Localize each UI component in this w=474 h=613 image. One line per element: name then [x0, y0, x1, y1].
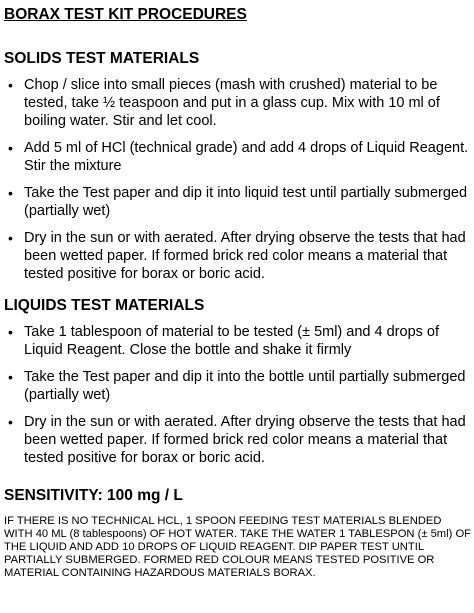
sensitivity-heading: SENSITIVITY: 100 mg / L: [4, 487, 183, 504]
note-paragraph: IF THERE IS NO TECHNICAL HCL, 1 SPOON FEEDING TEST MATERIALS BLENDED WITH 40 ML (8 tablespoons) OF HOT WATER. TAKE THE WATER 1 TABLESPON (± 5ml) OF THE LIQUID AND ADD 10 DROPS OF LIQUID REAGENT. DIP PAPER TEST UNTIL PARTIALLY SUBMERGED. FORMED RED COLOUR MEANS TESTED POSITIVE OR MATERIAL CONTAINING HAZARDOUS MATERIALS BORAX.: [4, 515, 471, 579]
liquids-item-3: [0, 413, 470, 467]
liquids-item-1: [0, 323, 470, 359]
bullet-icon: •: [8, 230, 13, 246]
solids-item-text: Take the Test paper and dip it into liquid test until partially submerged (partially wet): [24, 185, 468, 219]
solids-item-4: [0, 229, 470, 283]
liquids-item-text: Take 1 tablespoon of material to be tested (± 5ml) and 4 drops of Liquid Reagent. Close the bottle and shake it firmly: [24, 324, 439, 358]
solids-item-text: Dry in the sun or with aerated. After drying observe the tests that had been wetted paper. If formed brick red color means a material that tested positive for borax or boric acid.: [24, 230, 466, 282]
solids-heading: SOLIDS TEST MATERIALS: [4, 50, 200, 67]
liquids-list: [0, 323, 470, 476]
solids-item-3: [0, 184, 470, 220]
bullet-icon: •: [8, 77, 13, 93]
solids-item-text: Add 5 ml of HCl (technical grade) and add 4 drops of Liquid Reagent. Stir the mixture: [24, 140, 469, 174]
liquids-item-text: Take the Test paper and dip it into the bottle until partially submerged (partially wet): [24, 369, 466, 403]
solids-item-1: [0, 76, 470, 130]
bullet-icon: •: [8, 324, 13, 340]
document-title: BORAX TEST KIT PROCEDURES: [4, 6, 247, 23]
solids-item-2: [0, 139, 470, 175]
liquids-item-text: Dry in the sun or with aerated. After drying observe the tests that had been wetted paper. If formed brick red color means a material that tested positive for borax or boric acid.: [24, 414, 466, 466]
bullet-icon: •: [8, 369, 13, 385]
bullet-icon: •: [8, 140, 13, 156]
liquids-heading: LIQUIDS TEST MATERIALS: [4, 297, 205, 314]
bullet-icon: •: [8, 185, 13, 201]
bullet-icon: •: [8, 414, 13, 430]
solids-item-text: Chop / slice into small pieces (mash with crushed) material to be tested, take ½ teaspoon and put in a glass cup. Mix with 10 ml of boiling water. Stir and let cool.: [24, 77, 440, 129]
solids-list: [0, 76, 470, 292]
liquids-item-2: [0, 368, 470, 404]
